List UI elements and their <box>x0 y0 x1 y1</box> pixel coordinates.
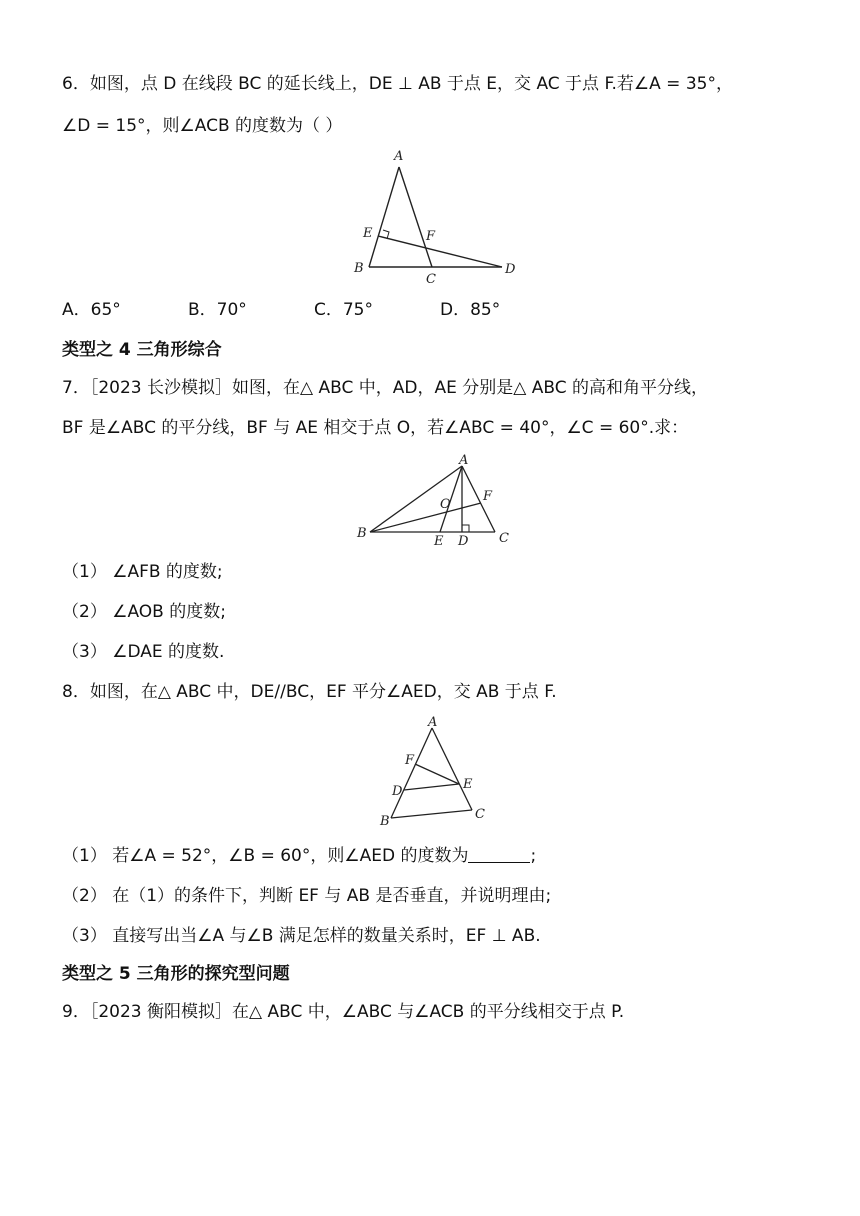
q6-segment-ab <box>369 167 399 267</box>
q8-segment-bc <box>391 810 472 818</box>
q6-segment-ac <box>399 167 432 267</box>
q7-part-3: （3） ∠DAE 的度数. <box>62 642 225 662</box>
q8-part-3: （3） 直接写出当∠A 与∠B 满足怎样的数量关系时，EF ⊥ AB. <box>62 926 541 946</box>
q8-label-a: A <box>428 715 438 730</box>
q6-option-c: C．75° <box>314 300 374 320</box>
q8-label-d: D <box>392 784 403 799</box>
q6-label-d: D <box>505 262 516 277</box>
q8-answer-blank[interactable] <box>468 844 530 863</box>
q6-figure <box>340 140 530 290</box>
q6-label-c: C <box>426 272 436 287</box>
q8-stem-line1: 8．如图，在△ ABC 中，DE//BC，EF 平分∠AED，交 AB 于点 F. <box>62 682 557 702</box>
q7-part-1: （1） ∠AFB 的度数; <box>62 562 223 582</box>
q8-figure <box>375 712 495 830</box>
q6-option-a: A．65° <box>62 300 121 320</box>
q8-label-c: C <box>475 807 485 822</box>
q6-option-d: D．85° <box>440 300 501 320</box>
q8-segment-ac <box>432 728 472 810</box>
q6-stem-line2: ∠D = 15°，则∠ACB 的度数为（ ） <box>62 116 343 136</box>
q8-part-1 <box>62 844 536 868</box>
q8-label-e: E <box>463 777 473 792</box>
q7-stem-line1: 7．［2023 长沙模拟］如图，在△ ABC 中，AD，AE 分别是△ ABC 的高和角平分线， <box>62 378 708 398</box>
q6-segment-ed <box>378 236 502 267</box>
q8-segment-de <box>404 784 459 790</box>
q8-label-b: B <box>380 814 390 829</box>
q7-label-c: C <box>499 531 509 546</box>
q7-label-d: D <box>458 534 469 549</box>
q7-label-o: O <box>440 497 451 512</box>
q7-label-b: B <box>357 526 367 541</box>
q6-label-e: E <box>363 226 373 241</box>
q8-part-1-end: ; <box>530 846 537 866</box>
q7-label-f: F <box>483 489 493 504</box>
q9-stem-line1: 9．［2023 衡阳模拟］在△ ABC 中，∠ABC 与∠ACB 的平分线相交于点 P. <box>62 1002 625 1022</box>
q8-part-1-text: （1） 若∠A = 52°，∠B = 60°，则∠AED 的度数为 <box>62 846 469 866</box>
q7-stem-line2: BF 是∠ABC 的平分线，BF 与 AE 相交于点 O，若∠ABC = 40°，∠C = 60°.求： <box>62 418 689 438</box>
q8-label-f: F <box>405 753 415 768</box>
q7-label-a: A <box>459 453 469 468</box>
q7-right-angle-mark <box>462 525 469 532</box>
q8-part-2: （2） 在（1）的条件下，判断 EF 与 AB 是否垂直，并说明理由; <box>62 886 552 906</box>
q7-segment-bf <box>370 503 481 532</box>
section-heading-4: 类型之 4 三角形综合 <box>62 340 222 360</box>
q7-part-2: （2） ∠AOB 的度数; <box>62 602 226 622</box>
q6-option-b: B．70° <box>188 300 247 320</box>
q6-stem-line1: 6．如图，点 D 在线段 BC 的延长线上，DE ⊥ AB 于点 E，交 AC 于点 F.若∠A = 35°， <box>62 74 733 94</box>
q6-label-f: F <box>426 229 436 244</box>
section-heading-5: 类型之 5 三角形的探究型问题 <box>62 964 290 984</box>
q7-figure <box>352 450 522 550</box>
q8-segment-fe <box>415 764 459 784</box>
q7-label-e: E <box>434 534 444 549</box>
q6-label-b: B <box>354 261 364 276</box>
q8-segment-ab <box>391 728 432 818</box>
q6-label-a: A <box>394 149 404 164</box>
